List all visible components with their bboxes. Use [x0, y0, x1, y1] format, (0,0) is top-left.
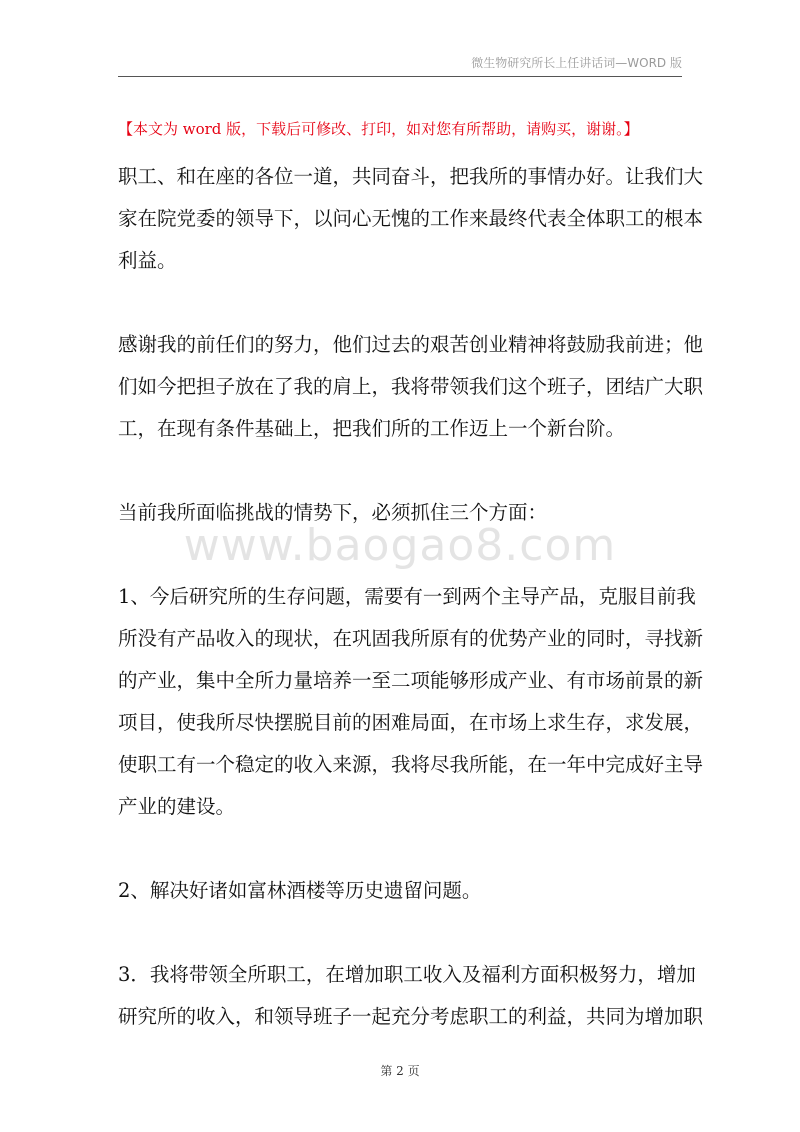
paragraph-6: [118, 954, 704, 1038]
paragraph-5: [118, 870, 688, 912]
paragraph-2: [118, 324, 704, 450]
paragraph-line: 研究所的收入，和领导班子一起充分考虑职工的利益，共同为增加职: [118, 1005, 704, 1028]
paragraph-line: 所没有产品收入的现状，在巩固我所原有的优势产业的同时，寻找新: [118, 627, 704, 650]
paragraph-3: [118, 492, 688, 534]
paragraph-1: [118, 156, 704, 282]
paragraph-line: 家在院党委的领导下，以问心无愧的工作来最终代表全体职工的根本: [118, 207, 704, 230]
paragraph-line: 职工、和在座的各位一道，共同奋斗，把我所的事情办好。让我们大: [118, 165, 704, 188]
paragraph-line: 1、今后研究所的生存问题，需要有一到两个主导产品，克服目前我: [118, 585, 696, 608]
header-divider: [118, 76, 682, 77]
paragraph-line: 们如今把担子放在了我的肩上，我将带领我们这个班子，团结广大职: [118, 375, 704, 398]
watermark: www.baogao8.com: [183, 520, 617, 571]
paragraph-line: 的产业，集中全所力量培养一至二项能够形成产业、有市场前景的新: [118, 669, 704, 692]
paragraph-line: 3．我将带领全所职工，在增加职工收入及福利方面积极努力，增加: [118, 963, 696, 986]
paragraph-line: 使职工有一个稳定的收入来源，我将尽我所能，在一年中完成好主导: [118, 753, 704, 776]
paragraph-line: 利益。: [118, 249, 177, 272]
paragraph-line: 工，在现有条件基础上，把我们所的工作迈上一个新台阶。: [118, 417, 626, 440]
paragraph-line: 当前我所面临挑战的情势下，必须抓住三个方面：: [118, 501, 548, 524]
document-body: [118, 156, 704, 1038]
page-number: 第 2 页: [380, 1064, 420, 1078]
paragraph-line: 项目，使我所尽快摆脱目前的困难局面，在市场上求生存，求发展，: [118, 711, 704, 734]
header-title: 微生物研究所长上任讲话词—WORD 版: [471, 56, 682, 70]
paragraph-4: [118, 576, 704, 828]
purchase-notice: 【本文为 word 版，下载后可修改、打印，如对您有所帮助，请购买，谢谢。】: [118, 120, 639, 138]
paragraph-line: 产业的建设。: [118, 795, 236, 818]
paragraph-line: 2、解决好诸如富林酒楼等历史遗留问题。: [118, 879, 482, 902]
paragraph-line: 感谢我的前任们的努力，他们过去的艰苦创业精神将鼓励我前进；他: [118, 333, 704, 356]
